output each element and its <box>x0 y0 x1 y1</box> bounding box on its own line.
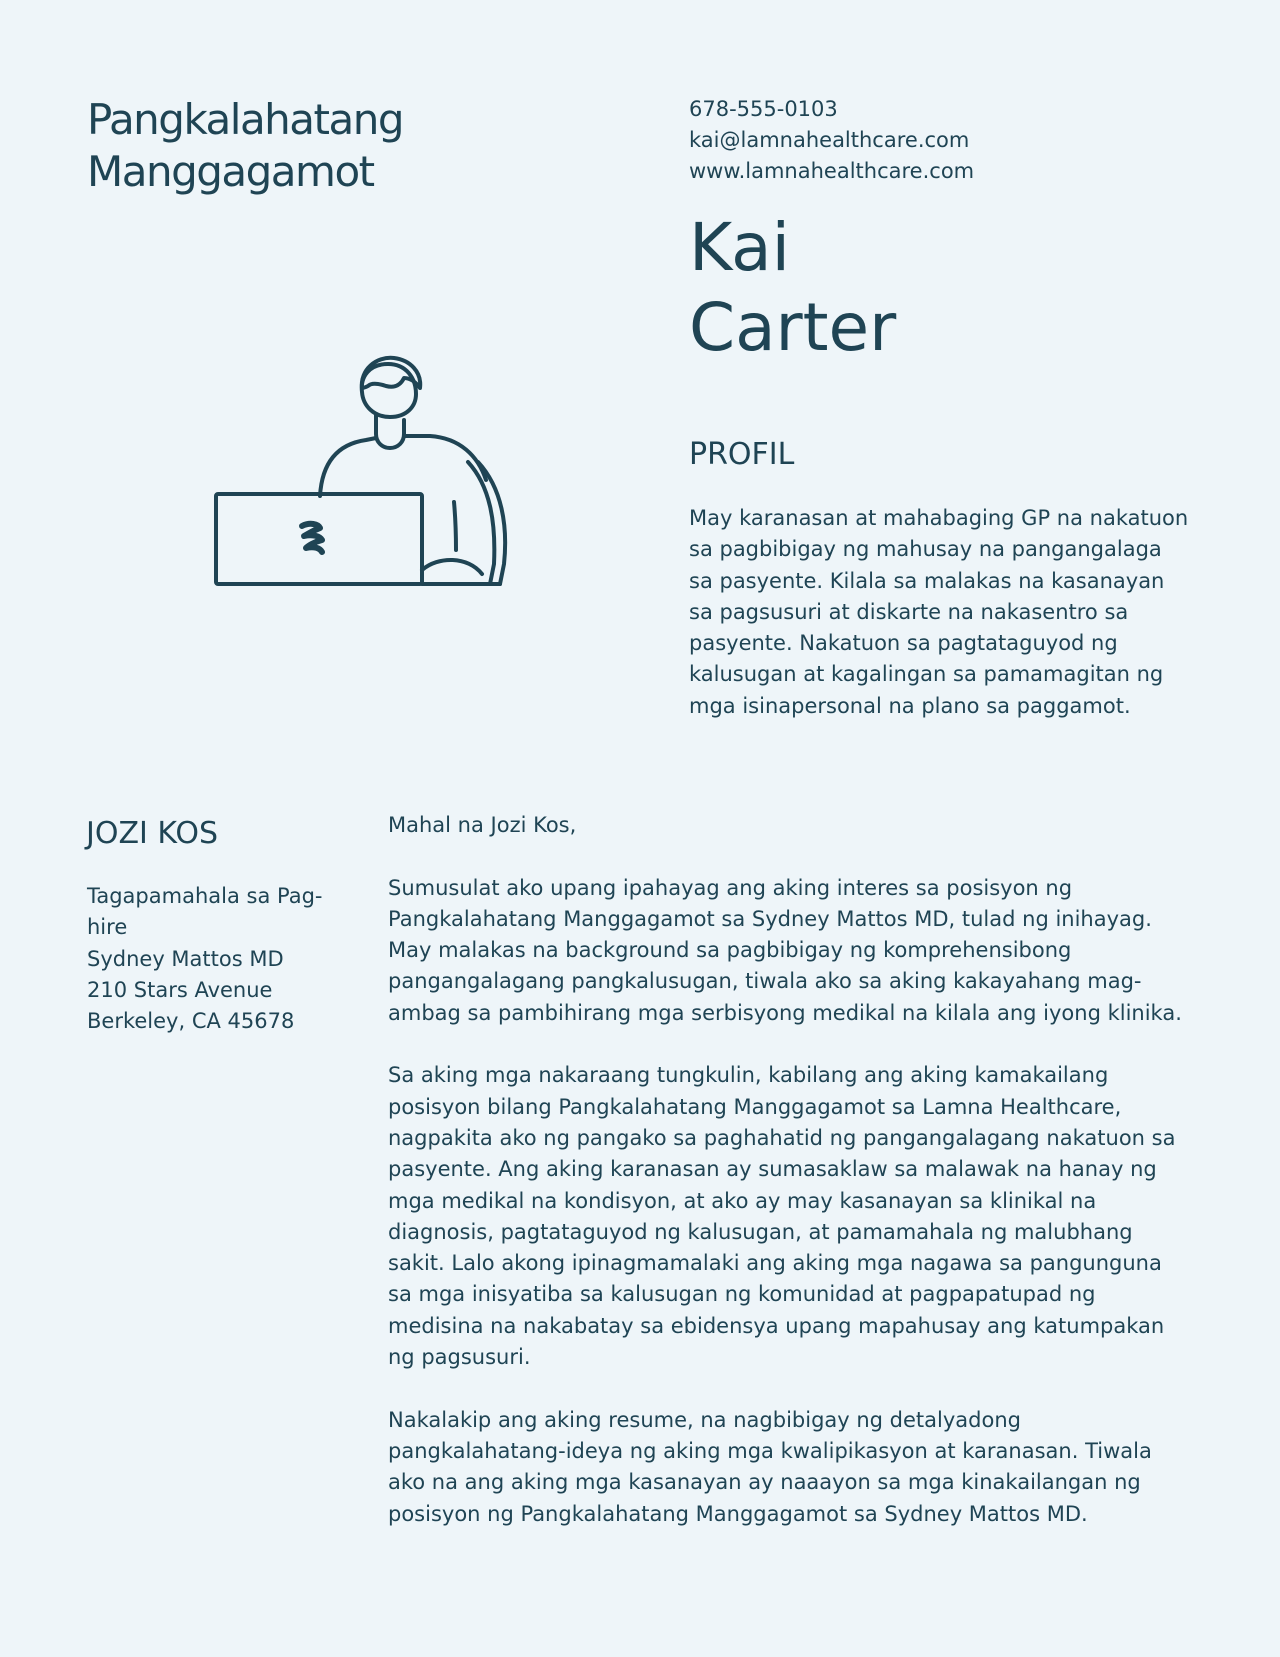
contact-info <box>689 94 974 187</box>
recipient-company: Sydney Mattos MD <box>87 946 284 971</box>
applicant-name <box>689 208 896 368</box>
letter-paragraph-1: Sumusulat ako upang ipahayag ang aking interes sa posisyon ng Pangkalahatang Manggagamot sa Sydney Mattos MD, tulad ng inihayag. May malakas na background sa pagbibigay ng komprehensibong pangangalagang pangkalusugan, tiwala ako sa aking kakayahang mag-ambag sa pambihirang mga serbisyong medikal na kilala ang iyong klinika. <box>388 875 1182 1025</box>
recipient-address <box>87 881 352 1037</box>
person-at-laptop-icon <box>210 350 550 610</box>
letter-paragraph-3: Nakalakip ang aking resume, na nagbibigay ng detalyadong pangkalahatang-ideya ng aking mga kwalipikasyon at karanasan. Tiwala ako na ang aking mga kasanayan ay naaayon sa mga kinakailangan ng posisyon ng Pangkalahatang Manggagamot sa Sydney Mattos MD. <box>388 1407 1152 1526</box>
profile-text: May karanasan at mahabaging GP na nakatuon sa pagbibigay ng mahusay na pangangalaga sa pasyente. Kilala sa malakas na kasanayan sa pagsusuri at diskarte na nakasentro sa pasyente. Nakatuon sa pagtataguyod ng kalusugan at kagalingan sa pamamagitan ng mga isinapersonal na plano sa paggamot. <box>689 506 1189 718</box>
job-title: Pangkalahatang Manggagamot <box>87 95 404 196</box>
applicant-last-name: Carter <box>689 289 897 366</box>
recipient-street: 210 Stars Avenue <box>87 977 273 1002</box>
letter-paragraph-2: Sa aking mga nakaraang tungkulin, kabilang ang aking kamakailang posisyon bilang Pangkalahatang Manggagamot sa Lamna Healthcare, nagpakita ako ng pangako sa paghahatid ng pangangalagang nakatuon sa pasyente. Ang aking karanasan ay sumasaklaw sa malawak na hanay ng mga medikal na kondisyon, at ako ay may kasanayan sa klinikal na diagnosis, pagtataguyod ng kalusugan, at pamamahala ng malubhang sakit. Lalo akong ipinagmamalaki ang aking mga nagawa sa pangunguna sa mga inisyatiba sa kalusugan ng komunidad at pagpapatupad ng medisina na nakabatay sa ebidensya upang mapahusay ang katumpakan ng pagsusuri. <box>388 1063 1176 1370</box>
letter-body <box>388 810 1188 1561</box>
letter-greeting: Mahal na Jozi Kos, <box>388 813 577 837</box>
contact-email: kai@lamnahealthcare.com <box>689 128 970 152</box>
recipient-city: Berkeley, CA 45678 <box>87 1009 295 1034</box>
contact-phone: 678-555-0103 <box>689 97 838 121</box>
recipient-name: JOZI KOS <box>86 816 219 851</box>
profile-heading: PROFIL <box>689 437 795 472</box>
applicant-first-name: Kai <box>689 209 790 286</box>
recipient-position: Tagapamahala sa Pag-hire <box>87 884 323 940</box>
contact-website: www.lamnahealthcare.com <box>689 159 975 183</box>
